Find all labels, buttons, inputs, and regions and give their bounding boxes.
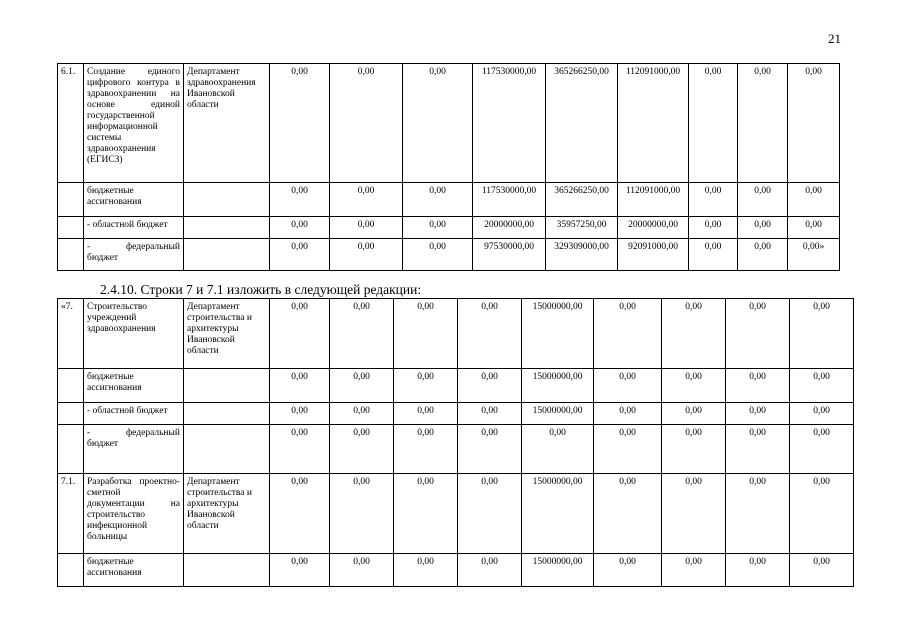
value-cell: 15000000,00 [522, 554, 594, 587]
dash-text: - [87, 242, 91, 252]
value-cell: 0,00 [788, 64, 840, 183]
row-index: 6.1. [58, 64, 84, 183]
row-description: Разработка проектно-сметной документации на строительство инфекционной больницы [84, 474, 184, 554]
value-cell: 0,00 [270, 474, 330, 554]
table-row [58, 64, 840, 183]
row-description [84, 425, 184, 474]
row-index [58, 369, 84, 403]
value-cell: 0,00 [330, 474, 394, 554]
table-row [58, 183, 840, 217]
value-cell: 0,00 [662, 474, 726, 554]
row-description: бюджетные ассигнования [84, 554, 184, 587]
section-heading: 2.4.10. Строки 7 и 7.1 изложить в следующей редакции: [100, 282, 422, 297]
row-index [58, 217, 84, 239]
value-cell: 0,00 [726, 474, 790, 554]
row-department [184, 403, 270, 425]
value-cell: 0,00 [689, 217, 738, 239]
value-cell: 15000000,00 [522, 403, 594, 425]
value-cell: 0,00 [394, 299, 458, 369]
value-cell: 0,00 [662, 403, 726, 425]
value-cell: 0,00 [689, 239, 738, 271]
value-cell: 0,00 [458, 299, 522, 369]
value-cell: 0,00 [270, 64, 330, 183]
value-cell: 0,00» [788, 239, 840, 271]
row-description [84, 239, 184, 271]
value-cell: 92091000,00 [618, 239, 689, 271]
budget-table-2 [57, 298, 854, 587]
value-cell: 365266250,00 [546, 183, 618, 217]
value-cell: 0,00 [330, 403, 394, 425]
value-cell: 365266250,00 [546, 64, 618, 183]
row-index: «7. [58, 299, 84, 369]
value-cell: 0,00 [403, 64, 473, 183]
value-cell: 0,00 [458, 554, 522, 587]
row-department [184, 554, 270, 587]
value-cell: 0,00 [790, 474, 854, 554]
value-cell: 0,00 [594, 425, 662, 474]
value-cell: 0,00 [738, 183, 788, 217]
value-cell: 0,00 [403, 239, 473, 271]
value-cell: 0,00 [270, 554, 330, 587]
value-cell: 0,00 [394, 554, 458, 587]
value-cell: 0,00 [662, 369, 726, 403]
value-cell: 0,00 [662, 554, 726, 587]
value-cell: 20000000,00 [473, 217, 546, 239]
row-department [184, 183, 270, 217]
value-cell: 0,00 [458, 369, 522, 403]
value-cell: 20000000,00 [618, 217, 689, 239]
value-cell: 0,00 [790, 369, 854, 403]
row-description: бюджетные ассигнования [84, 183, 184, 217]
row-index: 7.1. [58, 474, 84, 554]
value-cell: 0,00 [394, 474, 458, 554]
row-department [184, 217, 270, 239]
value-cell: 0,00 [594, 299, 662, 369]
value-cell: 0,00 [726, 403, 790, 425]
row-department: Департамент строительства и архитектуры Ивановской области [184, 299, 270, 369]
value-cell: 329309000,00 [546, 239, 618, 271]
row-description: Создание единого цифрового контура в здравоохранении на основе единой государственной информационной системы здравоохранения (ЕГИСЗ) [84, 64, 184, 183]
row-index [58, 239, 84, 271]
value-cell: 0,00 [330, 425, 394, 474]
row-department: Департамент строительства и архитектуры Ивановской области [184, 474, 270, 554]
value-cell: 0,00 [522, 425, 594, 474]
value-cell: 0,00 [788, 183, 840, 217]
value-cell: 0,00 [689, 64, 738, 183]
table-row [58, 369, 854, 403]
value-cell: 0,00 [662, 299, 726, 369]
value-cell: 35957250,00 [546, 217, 618, 239]
value-cell: 0,00 [788, 217, 840, 239]
value-cell: 0,00 [394, 369, 458, 403]
value-cell: 0,00 [738, 239, 788, 271]
value-cell: 0,00 [403, 183, 473, 217]
value-cell: 15000000,00 [522, 299, 594, 369]
value-cell: 0,00 [726, 369, 790, 403]
value-cell: 0,00 [458, 403, 522, 425]
value-cell: 0,00 [738, 64, 788, 183]
value-cell: 0,00 [330, 183, 403, 217]
row-department [184, 425, 270, 474]
row-index [58, 554, 84, 587]
federal-text: федеральный [126, 428, 180, 438]
page-number: 21 [828, 31, 841, 46]
value-cell: 0,00 [594, 554, 662, 587]
value-cell: 0,00 [790, 299, 854, 369]
value-cell: 117530000,00 [473, 64, 546, 183]
value-cell: 0,00 [738, 217, 788, 239]
row-index [58, 183, 84, 217]
value-cell: 0,00 [330, 299, 394, 369]
value-cell: 0,00 [270, 299, 330, 369]
table-row [58, 474, 854, 554]
value-cell: 0,00 [662, 425, 726, 474]
row-department: Департамент здравоохранения Ивановской области [184, 64, 270, 183]
row-index [58, 425, 84, 474]
value-cell: 0,00 [394, 425, 458, 474]
value-cell: 117530000,00 [473, 183, 546, 217]
value-cell: 0,00 [330, 217, 403, 239]
value-cell: 0,00 [270, 217, 330, 239]
value-cell: 0,00 [270, 183, 330, 217]
value-cell: 0,00 [594, 474, 662, 554]
row-index [58, 403, 84, 425]
value-cell: 0,00 [394, 403, 458, 425]
value-cell: 0,00 [270, 239, 330, 271]
value-cell: 97530000,00 [473, 239, 546, 271]
table-row [58, 403, 854, 425]
value-cell: 0,00 [330, 369, 394, 403]
row-description: бюджетные ассигнования [84, 369, 184, 403]
value-cell: 0,00 [270, 425, 330, 474]
value-cell: 0,00 [403, 217, 473, 239]
value-cell: 15000000,00 [522, 474, 594, 554]
value-cell: 0,00 [330, 554, 394, 587]
value-cell: 0,00 [270, 403, 330, 425]
budget-text: бюджет [87, 439, 119, 449]
value-cell: 0,00 [689, 183, 738, 217]
value-cell: 0,00 [330, 239, 403, 271]
dash-text: - [87, 428, 91, 438]
value-cell: 0,00 [458, 425, 522, 474]
table-row [58, 425, 854, 474]
value-cell: 0,00 [790, 425, 854, 474]
value-cell: 112091000,00 [618, 64, 689, 183]
value-cell: 0,00 [594, 403, 662, 425]
value-cell: 0,00 [594, 369, 662, 403]
value-cell: 0,00 [270, 369, 330, 403]
value-cell: 0,00 [330, 64, 403, 183]
table-row [58, 554, 854, 587]
value-cell: 112091000,00 [618, 183, 689, 217]
federal-text: федеральный [126, 242, 180, 252]
budget-text: бюджет [87, 253, 119, 263]
value-cell: 15000000,00 [522, 369, 594, 403]
row-description: - областной бюджет [84, 217, 184, 239]
value-cell: 0,00 [790, 554, 854, 587]
value-cell: 0,00 [726, 425, 790, 474]
table-row [58, 239, 840, 271]
row-description: - областной бюджет [84, 403, 184, 425]
table-row [58, 299, 854, 369]
value-cell: 0,00 [726, 299, 790, 369]
row-department [184, 369, 270, 403]
row-description: Строительство учреждений здравоохранения [84, 299, 184, 369]
value-cell: 0,00 [790, 403, 854, 425]
value-cell: 0,00 [726, 554, 790, 587]
budget-table-1 [57, 63, 840, 271]
row-department [184, 239, 270, 271]
value-cell: 0,00 [458, 474, 522, 554]
table-row [58, 217, 840, 239]
